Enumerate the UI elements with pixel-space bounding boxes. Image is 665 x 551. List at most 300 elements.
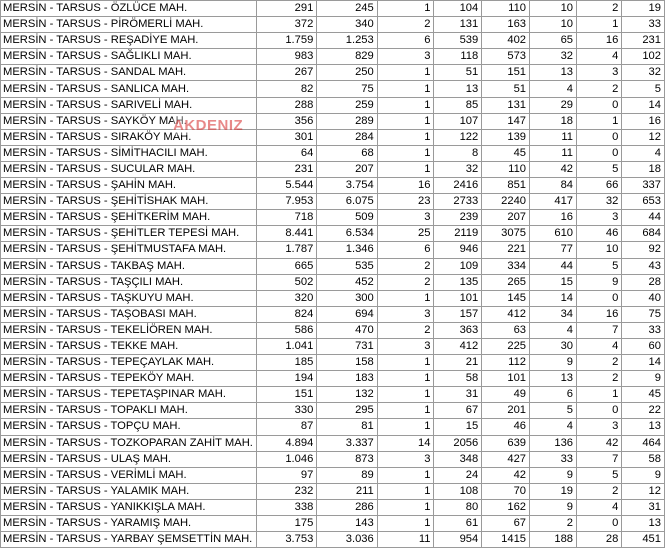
value-cell-col-7[interactable]: 0: [577, 290, 622, 306]
value-cell-col-2[interactable]: 6.534: [317, 226, 377, 242]
neighborhood-name-cell[interactable]: MERSİN - TARSUS - SIRAKÖY MAH.: [1, 129, 257, 145]
value-cell-col-2[interactable]: 250: [317, 65, 377, 81]
value-cell-col-5[interactable]: 225: [482, 338, 530, 354]
value-cell-col-6[interactable]: 14: [530, 290, 577, 306]
value-cell-col-8[interactable]: 12: [622, 483, 665, 499]
value-cell-col-4[interactable]: 32: [434, 161, 482, 177]
value-cell-col-3[interactable]: 25: [377, 226, 434, 242]
value-cell-col-2[interactable]: 3.754: [317, 178, 377, 194]
value-cell-col-7[interactable]: 5: [577, 258, 622, 274]
value-cell-col-6[interactable]: 10: [530, 1, 577, 17]
value-cell-col-7[interactable]: 2: [577, 81, 622, 97]
value-cell-col-2[interactable]: 300: [317, 290, 377, 306]
value-cell-col-6[interactable]: 11: [530, 145, 577, 161]
value-cell-col-7[interactable]: 3: [577, 65, 622, 81]
value-cell-col-1[interactable]: 356: [256, 113, 316, 129]
value-cell-col-2[interactable]: 6.075: [317, 194, 377, 210]
neighborhood-name-cell[interactable]: MERSİN - TARSUS - SARIVELİ MAH.: [1, 97, 257, 113]
neighborhood-name-cell[interactable]: MERSİN - TARSUS - ŞEHİTKERİM MAH.: [1, 210, 257, 226]
value-cell-col-2[interactable]: 535: [317, 258, 377, 274]
value-cell-col-2[interactable]: 143: [317, 516, 377, 532]
value-cell-col-2[interactable]: 694: [317, 306, 377, 322]
value-cell-col-2[interactable]: 873: [317, 451, 377, 467]
value-cell-col-4[interactable]: 539: [434, 33, 482, 49]
value-cell-col-5[interactable]: 201: [482, 403, 530, 419]
value-cell-col-3[interactable]: 6: [377, 242, 434, 258]
value-cell-col-5[interactable]: 63: [482, 322, 530, 338]
value-cell-col-6[interactable]: 34: [530, 306, 577, 322]
value-cell-col-2[interactable]: 829: [317, 49, 377, 65]
value-cell-col-2[interactable]: 1.253: [317, 33, 377, 49]
value-cell-col-2[interactable]: 259: [317, 97, 377, 113]
value-cell-col-3[interactable]: 1: [377, 1, 434, 17]
value-cell-col-7[interactable]: 4: [577, 338, 622, 354]
value-cell-col-6[interactable]: 4: [530, 419, 577, 435]
value-cell-col-1[interactable]: 267: [256, 65, 316, 81]
value-cell-col-3[interactable]: 1: [377, 81, 434, 97]
value-cell-col-5[interactable]: 110: [482, 161, 530, 177]
value-cell-col-3[interactable]: 2: [377, 274, 434, 290]
value-cell-col-4[interactable]: 348: [434, 451, 482, 467]
neighborhood-name-cell[interactable]: MERSİN - TARSUS - VERİMLİ MAH.: [1, 467, 257, 483]
value-cell-col-1[interactable]: 151: [256, 387, 316, 403]
value-cell-col-1[interactable]: 1.759: [256, 33, 316, 49]
neighborhood-name-cell[interactable]: MERSİN - TARSUS - ULAŞ MAH.: [1, 451, 257, 467]
value-cell-col-3[interactable]: 1: [377, 97, 434, 113]
value-cell-col-5[interactable]: 2240: [482, 194, 530, 210]
value-cell-col-4[interactable]: 239: [434, 210, 482, 226]
value-cell-col-5[interactable]: 70: [482, 483, 530, 499]
value-cell-col-5[interactable]: 427: [482, 451, 530, 467]
value-cell-col-4[interactable]: 80: [434, 499, 482, 515]
value-cell-col-6[interactable]: 2: [530, 516, 577, 532]
value-cell-col-5[interactable]: 139: [482, 129, 530, 145]
value-cell-col-7[interactable]: 0: [577, 129, 622, 145]
value-cell-col-5[interactable]: 46: [482, 419, 530, 435]
value-cell-col-4[interactable]: 363: [434, 322, 482, 338]
neighborhood-name-cell[interactable]: MERSİN - TARSUS - TEPEÇAYLAK MAH.: [1, 355, 257, 371]
value-cell-col-3[interactable]: 3: [377, 451, 434, 467]
value-cell-col-5[interactable]: 221: [482, 242, 530, 258]
value-cell-col-7[interactable]: 32: [577, 194, 622, 210]
value-cell-col-8[interactable]: 9: [622, 371, 665, 387]
value-cell-col-8[interactable]: 14: [622, 355, 665, 371]
value-cell-col-7[interactable]: 1: [577, 387, 622, 403]
neighborhood-name-cell[interactable]: MERSİN - TARSUS - TEKKE MAH.: [1, 338, 257, 354]
value-cell-col-1[interactable]: 64: [256, 145, 316, 161]
value-cell-col-2[interactable]: 470: [317, 322, 377, 338]
value-cell-col-5[interactable]: 101: [482, 371, 530, 387]
value-cell-col-6[interactable]: 18: [530, 113, 577, 129]
value-cell-col-1[interactable]: 330: [256, 403, 316, 419]
value-cell-col-4[interactable]: 157: [434, 306, 482, 322]
neighborhood-name-cell[interactable]: MERSİN - TARSUS - TOZKOPARAN ZAHİT MAH.: [1, 435, 257, 451]
value-cell-col-4[interactable]: 51: [434, 65, 482, 81]
neighborhood-name-cell[interactable]: MERSİN - TARSUS - ŞAHİN MAH.: [1, 178, 257, 194]
value-cell-col-5[interactable]: 112: [482, 355, 530, 371]
value-cell-col-5[interactable]: 412: [482, 306, 530, 322]
value-cell-col-3[interactable]: 1: [377, 467, 434, 483]
value-cell-col-4[interactable]: 101: [434, 290, 482, 306]
value-cell-col-4[interactable]: 21: [434, 355, 482, 371]
value-cell-col-3[interactable]: 16: [377, 178, 434, 194]
value-cell-col-1[interactable]: 665: [256, 258, 316, 274]
neighborhood-name-cell[interactable]: MERSİN - TARSUS - SİMİTHACILI MAH.: [1, 145, 257, 161]
value-cell-col-8[interactable]: 231: [622, 33, 665, 49]
value-cell-col-8[interactable]: 28: [622, 274, 665, 290]
neighborhood-name-cell[interactable]: MERSİN - TARSUS - YANIKKIŞLA MAH.: [1, 499, 257, 515]
value-cell-col-1[interactable]: 7.953: [256, 194, 316, 210]
value-cell-col-6[interactable]: 9: [530, 355, 577, 371]
value-cell-col-2[interactable]: 295: [317, 403, 377, 419]
value-cell-col-4[interactable]: 107: [434, 113, 482, 129]
neighborhood-name-cell[interactable]: MERSİN - TARSUS - YARBAY ŞEMSETTİN MAH.: [1, 532, 257, 548]
value-cell-col-2[interactable]: 183: [317, 371, 377, 387]
value-cell-col-3[interactable]: 2: [377, 322, 434, 338]
value-cell-col-4[interactable]: 2733: [434, 194, 482, 210]
value-cell-col-8[interactable]: 5: [622, 81, 665, 97]
value-cell-col-8[interactable]: 33: [622, 322, 665, 338]
neighborhood-name-cell[interactable]: MERSİN - TARSUS - ŞEHİTLER TEPESİ MAH.: [1, 226, 257, 242]
neighborhood-name-cell[interactable]: MERSİN - TARSUS - SAYKÖY MAH.: [1, 113, 257, 129]
value-cell-col-3[interactable]: 3: [377, 210, 434, 226]
value-cell-col-6[interactable]: 9: [530, 467, 577, 483]
value-cell-col-6[interactable]: 29: [530, 97, 577, 113]
value-cell-col-8[interactable]: 32: [622, 65, 665, 81]
value-cell-col-5[interactable]: 851: [482, 178, 530, 194]
value-cell-col-5[interactable]: 151: [482, 65, 530, 81]
value-cell-col-8[interactable]: 31: [622, 499, 665, 515]
neighborhood-name-cell[interactable]: MERSİN - TARSUS - ŞEHİTİSHAK MAH.: [1, 194, 257, 210]
value-cell-col-7[interactable]: 4: [577, 49, 622, 65]
value-cell-col-4[interactable]: 131: [434, 17, 482, 33]
value-cell-col-3[interactable]: 2: [377, 258, 434, 274]
value-cell-col-3[interactable]: 3: [377, 338, 434, 354]
value-cell-col-1[interactable]: 175: [256, 516, 316, 532]
value-cell-col-3[interactable]: 14: [377, 435, 434, 451]
value-cell-col-5[interactable]: 207: [482, 210, 530, 226]
value-cell-col-5[interactable]: 162: [482, 499, 530, 515]
neighborhood-name-cell[interactable]: MERSİN - TARSUS - REŞADİYE MAH.: [1, 33, 257, 49]
value-cell-col-7[interactable]: 7: [577, 451, 622, 467]
value-cell-col-4[interactable]: 2119: [434, 226, 482, 242]
value-cell-col-2[interactable]: 1.346: [317, 242, 377, 258]
value-cell-col-4[interactable]: 118: [434, 49, 482, 65]
neighborhood-name-cell[interactable]: MERSİN - TARSUS - YALAMIK MAH.: [1, 483, 257, 499]
value-cell-col-8[interactable]: 58: [622, 451, 665, 467]
value-cell-col-1[interactable]: 586: [256, 322, 316, 338]
value-cell-col-7[interactable]: 10: [577, 242, 622, 258]
neighborhood-name-cell[interactable]: MERSİN - TARSUS - YARAMIŞ MAH.: [1, 516, 257, 532]
value-cell-col-7[interactable]: 0: [577, 97, 622, 113]
value-cell-col-4[interactable]: 135: [434, 274, 482, 290]
value-cell-col-1[interactable]: 4.894: [256, 435, 316, 451]
value-cell-col-5[interactable]: 42: [482, 467, 530, 483]
value-cell-col-8[interactable]: 43: [622, 258, 665, 274]
value-cell-col-6[interactable]: 44: [530, 258, 577, 274]
value-cell-col-3[interactable]: 6: [377, 33, 434, 49]
value-cell-col-4[interactable]: 109: [434, 258, 482, 274]
value-cell-col-6[interactable]: 610: [530, 226, 577, 242]
value-cell-col-8[interactable]: 60: [622, 338, 665, 354]
value-cell-col-1[interactable]: 983: [256, 49, 316, 65]
neighborhood-name-cell[interactable]: MERSİN - TARSUS - TEKELİÖREN MAH.: [1, 322, 257, 338]
value-cell-col-4[interactable]: 61: [434, 516, 482, 532]
value-cell-col-6[interactable]: 9: [530, 499, 577, 515]
value-cell-col-8[interactable]: 451: [622, 532, 665, 548]
value-cell-col-6[interactable]: 32: [530, 49, 577, 65]
value-cell-col-1[interactable]: 232: [256, 483, 316, 499]
value-cell-col-5[interactable]: 147: [482, 113, 530, 129]
value-cell-col-6[interactable]: 11: [530, 129, 577, 145]
value-cell-col-6[interactable]: 4: [530, 81, 577, 97]
value-cell-col-2[interactable]: 158: [317, 355, 377, 371]
value-cell-col-8[interactable]: 14: [622, 97, 665, 113]
value-cell-col-4[interactable]: 15: [434, 419, 482, 435]
value-cell-col-4[interactable]: 104: [434, 1, 482, 17]
value-cell-col-2[interactable]: 340: [317, 17, 377, 33]
value-cell-col-2[interactable]: 75: [317, 81, 377, 97]
value-cell-col-4[interactable]: 2416: [434, 178, 482, 194]
value-cell-col-2[interactable]: 89: [317, 467, 377, 483]
value-cell-col-7[interactable]: 4: [577, 499, 622, 515]
value-cell-col-1[interactable]: 338: [256, 499, 316, 515]
value-cell-col-7[interactable]: 0: [577, 403, 622, 419]
value-cell-col-3[interactable]: 23: [377, 194, 434, 210]
value-cell-col-2[interactable]: 68: [317, 145, 377, 161]
neighborhood-name-cell[interactable]: MERSİN - TARSUS - SANDAL MAH.: [1, 65, 257, 81]
value-cell-col-4[interactable]: 946: [434, 242, 482, 258]
value-cell-col-7[interactable]: 3: [577, 210, 622, 226]
value-cell-col-6[interactable]: 15: [530, 274, 577, 290]
value-cell-col-3[interactable]: 1: [377, 129, 434, 145]
value-cell-col-6[interactable]: 65: [530, 33, 577, 49]
neighborhood-name-cell[interactable]: MERSİN - TARSUS - ÖZLÜCE MAH.: [1, 1, 257, 17]
value-cell-col-8[interactable]: 4: [622, 145, 665, 161]
value-cell-col-2[interactable]: 207: [317, 161, 377, 177]
value-cell-col-1[interactable]: 82: [256, 81, 316, 97]
value-cell-col-8[interactable]: 45: [622, 387, 665, 403]
value-cell-col-1[interactable]: 301: [256, 129, 316, 145]
value-cell-col-4[interactable]: 122: [434, 129, 482, 145]
neighborhood-name-cell[interactable]: MERSİN - TARSUS - SUCULAR MAH.: [1, 161, 257, 177]
value-cell-col-5[interactable]: 45: [482, 145, 530, 161]
neighborhood-name-cell[interactable]: MERSİN - TARSUS - SANLICA MAH.: [1, 81, 257, 97]
value-cell-col-7[interactable]: 16: [577, 306, 622, 322]
value-cell-col-4[interactable]: 67: [434, 403, 482, 419]
value-cell-col-7[interactable]: 9: [577, 274, 622, 290]
value-cell-col-7[interactable]: 2: [577, 1, 622, 17]
value-cell-col-2[interactable]: 731: [317, 338, 377, 354]
value-cell-col-1[interactable]: 8.441: [256, 226, 316, 242]
value-cell-col-7[interactable]: 3: [577, 419, 622, 435]
value-cell-col-2[interactable]: 284: [317, 129, 377, 145]
value-cell-col-7[interactable]: 2: [577, 371, 622, 387]
value-cell-col-2[interactable]: 452: [317, 274, 377, 290]
value-cell-col-5[interactable]: 265: [482, 274, 530, 290]
value-cell-col-5[interactable]: 573: [482, 49, 530, 65]
value-cell-col-4[interactable]: 24: [434, 467, 482, 483]
value-cell-col-7[interactable]: 42: [577, 435, 622, 451]
value-cell-col-1[interactable]: 97: [256, 467, 316, 483]
value-cell-col-1[interactable]: 1.787: [256, 242, 316, 258]
value-cell-col-1[interactable]: 3.753: [256, 532, 316, 548]
value-cell-col-1[interactable]: 372: [256, 17, 316, 33]
value-cell-col-4[interactable]: 8: [434, 145, 482, 161]
value-cell-col-6[interactable]: 42: [530, 161, 577, 177]
value-cell-col-8[interactable]: 102: [622, 49, 665, 65]
value-cell-col-5[interactable]: 163: [482, 17, 530, 33]
value-cell-col-8[interactable]: 13: [622, 419, 665, 435]
value-cell-col-6[interactable]: 19: [530, 483, 577, 499]
value-cell-col-7[interactable]: 1: [577, 113, 622, 129]
value-cell-col-1[interactable]: 718: [256, 210, 316, 226]
value-cell-col-7[interactable]: 28: [577, 532, 622, 548]
value-cell-col-5[interactable]: 639: [482, 435, 530, 451]
value-cell-col-6[interactable]: 188: [530, 532, 577, 548]
value-cell-col-3[interactable]: 1: [377, 419, 434, 435]
value-cell-col-1[interactable]: 87: [256, 419, 316, 435]
value-cell-col-5[interactable]: 145: [482, 290, 530, 306]
value-cell-col-1[interactable]: 1.041: [256, 338, 316, 354]
value-cell-col-1[interactable]: 5.544: [256, 178, 316, 194]
neighborhood-name-cell[interactable]: MERSİN - TARSUS - TOPÇU MAH.: [1, 419, 257, 435]
value-cell-col-6[interactable]: 6: [530, 387, 577, 403]
value-cell-col-3[interactable]: 1: [377, 371, 434, 387]
value-cell-col-6[interactable]: 13: [530, 65, 577, 81]
value-cell-col-6[interactable]: 417: [530, 194, 577, 210]
value-cell-col-1[interactable]: 288: [256, 97, 316, 113]
value-cell-col-3[interactable]: 3: [377, 49, 434, 65]
value-cell-col-7[interactable]: 5: [577, 161, 622, 177]
value-cell-col-3[interactable]: 1: [377, 483, 434, 499]
value-cell-col-8[interactable]: 653: [622, 194, 665, 210]
value-cell-col-2[interactable]: 286: [317, 499, 377, 515]
neighborhood-name-cell[interactable]: MERSİN - TARSUS - TAKBAŞ MAH.: [1, 258, 257, 274]
value-cell-col-3[interactable]: 1: [377, 113, 434, 129]
value-cell-col-5[interactable]: 1415: [482, 532, 530, 548]
value-cell-col-8[interactable]: 19: [622, 1, 665, 17]
value-cell-col-3[interactable]: 1: [377, 290, 434, 306]
neighborhood-name-cell[interactable]: MERSİN - TARSUS - TEPETAŞPINAR MAH.: [1, 387, 257, 403]
value-cell-col-8[interactable]: 75: [622, 306, 665, 322]
value-cell-col-7[interactable]: 16: [577, 33, 622, 49]
value-cell-col-7[interactable]: 5: [577, 467, 622, 483]
value-cell-col-7[interactable]: 66: [577, 178, 622, 194]
value-cell-col-5[interactable]: 67: [482, 516, 530, 532]
neighborhood-name-cell[interactable]: MERSİN - TARSUS - TOPAKLI MAH.: [1, 403, 257, 419]
value-cell-col-7[interactable]: 2: [577, 355, 622, 371]
value-cell-col-1[interactable]: 320: [256, 290, 316, 306]
value-cell-col-1[interactable]: 185: [256, 355, 316, 371]
value-cell-col-5[interactable]: 334: [482, 258, 530, 274]
value-cell-col-8[interactable]: 9: [622, 467, 665, 483]
value-cell-col-6[interactable]: 77: [530, 242, 577, 258]
value-cell-col-3[interactable]: 2: [377, 17, 434, 33]
neighborhood-name-cell[interactable]: MERSİN - TARSUS - TAŞOBASI MAH.: [1, 306, 257, 322]
value-cell-col-7[interactable]: 0: [577, 145, 622, 161]
value-cell-col-2[interactable]: 211: [317, 483, 377, 499]
neighborhood-name-cell[interactable]: MERSİN - TARSUS - SAĞLIKLI MAH.: [1, 49, 257, 65]
value-cell-col-6[interactable]: 16: [530, 210, 577, 226]
value-cell-col-8[interactable]: 33: [622, 17, 665, 33]
value-cell-col-8[interactable]: 16: [622, 113, 665, 129]
neighborhood-name-cell[interactable]: MERSİN - TARSUS - PİRÖMERLİ MAH.: [1, 17, 257, 33]
value-cell-col-7[interactable]: 7: [577, 322, 622, 338]
value-cell-col-8[interactable]: 337: [622, 178, 665, 194]
value-cell-col-8[interactable]: 684: [622, 226, 665, 242]
value-cell-col-6[interactable]: 10: [530, 17, 577, 33]
value-cell-col-8[interactable]: 44: [622, 210, 665, 226]
value-cell-col-4[interactable]: 31: [434, 387, 482, 403]
value-cell-col-3[interactable]: 1: [377, 65, 434, 81]
value-cell-col-3[interactable]: 1: [377, 499, 434, 515]
value-cell-col-1[interactable]: 194: [256, 371, 316, 387]
value-cell-col-1[interactable]: 291: [256, 1, 316, 17]
value-cell-col-8[interactable]: 22: [622, 403, 665, 419]
value-cell-col-3[interactable]: 1: [377, 145, 434, 161]
value-cell-col-6[interactable]: 136: [530, 435, 577, 451]
value-cell-col-6[interactable]: 84: [530, 178, 577, 194]
value-cell-col-3[interactable]: 1: [377, 387, 434, 403]
value-cell-col-7[interactable]: 46: [577, 226, 622, 242]
value-cell-col-4[interactable]: 58: [434, 371, 482, 387]
value-cell-col-7[interactable]: 1: [577, 17, 622, 33]
value-cell-col-4[interactable]: 85: [434, 97, 482, 113]
value-cell-col-3[interactable]: 1: [377, 355, 434, 371]
value-cell-col-5[interactable]: 3075: [482, 226, 530, 242]
value-cell-col-8[interactable]: 40: [622, 290, 665, 306]
value-cell-col-3[interactable]: 3: [377, 306, 434, 322]
value-cell-col-6[interactable]: 33: [530, 451, 577, 467]
value-cell-col-2[interactable]: 81: [317, 419, 377, 435]
value-cell-col-3[interactable]: 1: [377, 161, 434, 177]
value-cell-col-5[interactable]: 110: [482, 1, 530, 17]
value-cell-col-4[interactable]: 412: [434, 338, 482, 354]
value-cell-col-6[interactable]: 4: [530, 322, 577, 338]
value-cell-col-5[interactable]: 402: [482, 33, 530, 49]
value-cell-col-8[interactable]: 92: [622, 242, 665, 258]
value-cell-col-8[interactable]: 13: [622, 516, 665, 532]
value-cell-col-2[interactable]: 245: [317, 1, 377, 17]
value-cell-col-6[interactable]: 30: [530, 338, 577, 354]
value-cell-col-1[interactable]: 824: [256, 306, 316, 322]
value-cell-col-6[interactable]: 5: [530, 403, 577, 419]
value-cell-col-5[interactable]: 131: [482, 97, 530, 113]
value-cell-col-4[interactable]: 954: [434, 532, 482, 548]
value-cell-col-1[interactable]: 1.046: [256, 451, 316, 467]
value-cell-col-2[interactable]: 509: [317, 210, 377, 226]
value-cell-col-3[interactable]: 11: [377, 532, 434, 548]
value-cell-col-8[interactable]: 18: [622, 161, 665, 177]
value-cell-col-1[interactable]: 502: [256, 274, 316, 290]
value-cell-col-2[interactable]: 289: [317, 113, 377, 129]
neighborhood-name-cell[interactable]: MERSİN - TARSUS - ŞEHİTMUSTAFA MAH.: [1, 242, 257, 258]
value-cell-col-7[interactable]: 2: [577, 483, 622, 499]
value-cell-col-4[interactable]: 13: [434, 81, 482, 97]
value-cell-col-5[interactable]: 51: [482, 81, 530, 97]
neighborhood-name-cell[interactable]: MERSİN - TARSUS - TEPEKÖY MAH.: [1, 371, 257, 387]
value-cell-col-8[interactable]: 12: [622, 129, 665, 145]
value-cell-col-8[interactable]: 464: [622, 435, 665, 451]
value-cell-col-1[interactable]: 231: [256, 161, 316, 177]
value-cell-col-6[interactable]: 13: [530, 371, 577, 387]
value-cell-col-4[interactable]: 2056: [434, 435, 482, 451]
value-cell-col-4[interactable]: 108: [434, 483, 482, 499]
neighborhood-name-cell[interactable]: MERSİN - TARSUS - TAŞÇILI MAH.: [1, 274, 257, 290]
neighborhood-name-cell[interactable]: MERSİN - TARSUS - TAŞKUYU MAH.: [1, 290, 257, 306]
value-cell-col-7[interactable]: 0: [577, 516, 622, 532]
